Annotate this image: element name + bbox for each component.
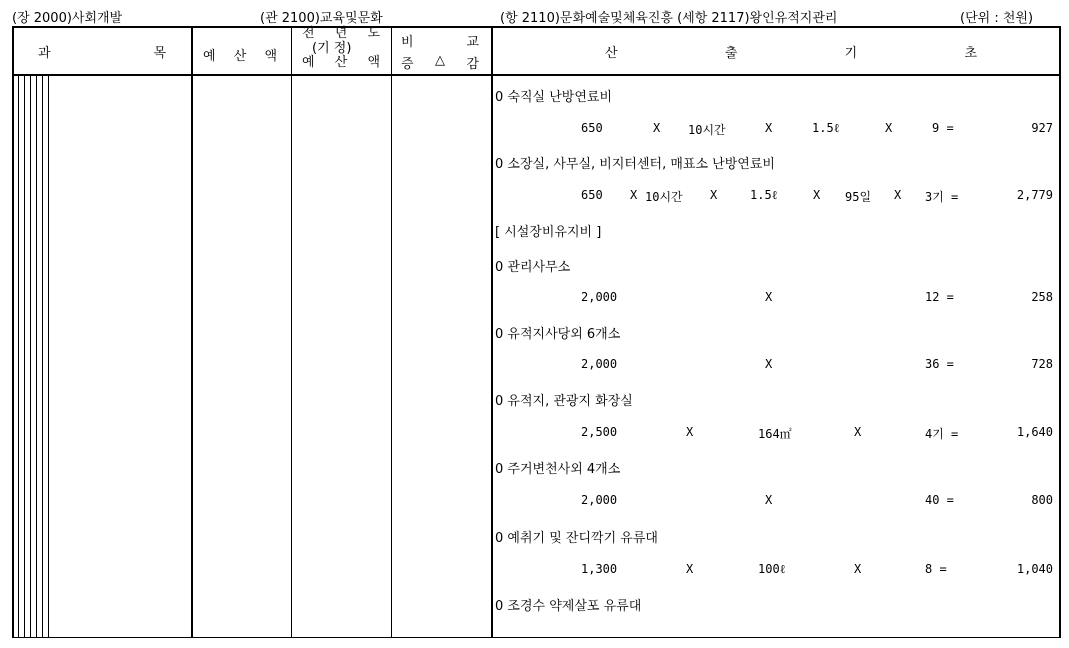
basis-item: 0 소장실, 사무실, 비지터센터, 매표소 난방연료비 xyxy=(495,157,775,172)
unit-label: (단위 : 천원) xyxy=(960,11,1034,26)
header-subject: 과 목 xyxy=(38,46,166,61)
basis-item: 0 숙직실 난방연료비 xyxy=(495,90,612,105)
basis-item: 0 관리사무소 xyxy=(495,260,571,275)
header-basis: 산 출 기 초 xyxy=(605,46,977,61)
basis-item: 0 조경수 약제살포 유류대 xyxy=(495,599,642,614)
basis-item: 0 예취기 및 잔디깍기 유류대 xyxy=(495,531,658,546)
header-budget: 예 산 액 xyxy=(203,49,277,64)
chapter-label: (장 2000)사회개발 xyxy=(12,11,123,26)
header-prev-year-row2: (기 정) xyxy=(312,41,352,56)
basis-item: 0 유적지사당외 6개소 xyxy=(495,327,621,342)
basis-section: [ 시설장비유지비 ] xyxy=(495,225,602,240)
header-prev-year-row3: 예 산 액 xyxy=(302,55,380,70)
basis-item: 0 유적지, 관광지 화장실 xyxy=(495,394,633,409)
header-compare-row2: 증 △ 감 xyxy=(401,53,479,72)
header-prev-year-row1: 전 년 도 xyxy=(302,26,380,41)
section-label: (관 2100)교육및문화 xyxy=(260,11,383,26)
basis-item: 0 주거변천사외 4개소 xyxy=(495,462,621,477)
header-compare-row1: 비 교 xyxy=(401,35,479,50)
item-label: (항 2110)문화예술및체육진흥 (세항 2117)왕인유적지관리 xyxy=(500,11,838,26)
